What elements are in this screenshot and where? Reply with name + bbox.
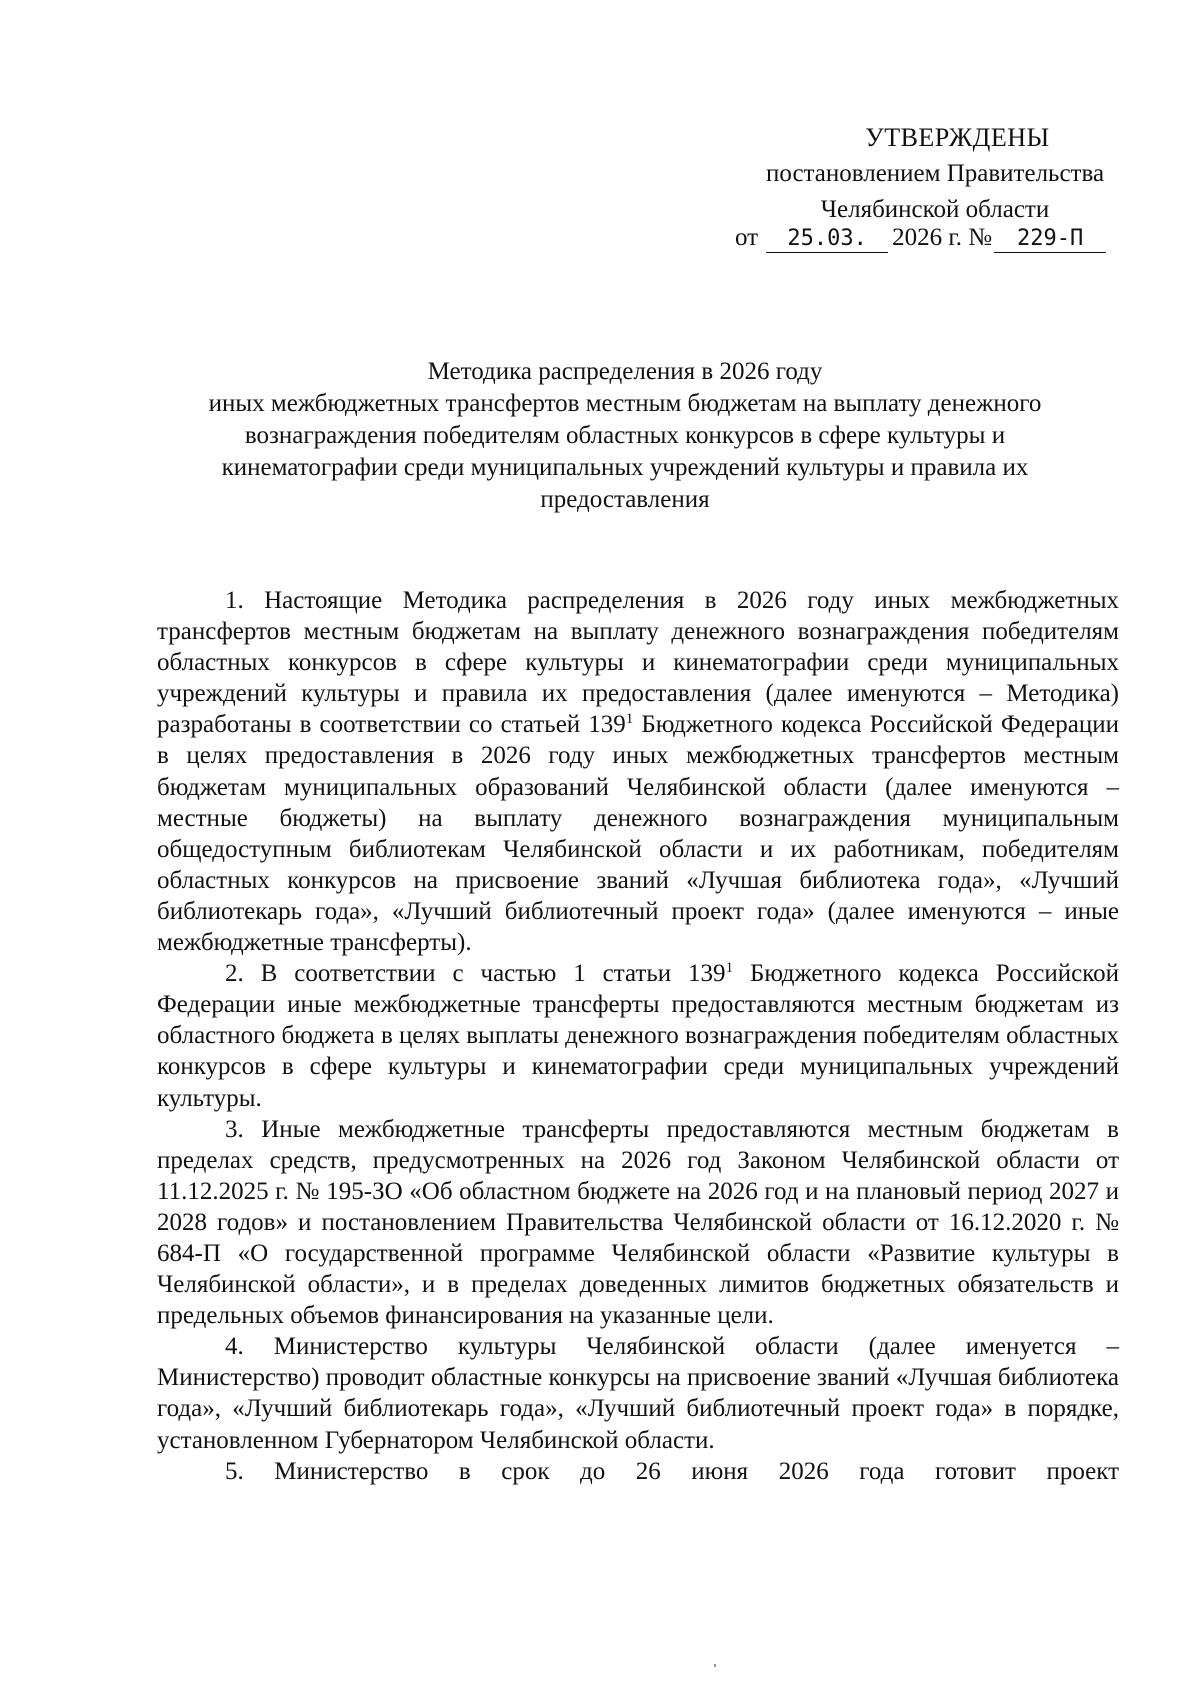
footnote-superscript: 1 xyxy=(625,711,634,728)
footnote-superscript: 1 xyxy=(725,960,734,977)
title-line: предоставления xyxy=(540,486,710,513)
scan-speck xyxy=(714,1664,716,1667)
document-body xyxy=(157,585,1119,1487)
title-line: вознаграждения победителям областных конкурсов в сфере культуры и xyxy=(244,422,1006,449)
paragraph-1: 1. Настоящие Методика распределения в 2026 году иных межбюджетных трансфертов местным бюджетам на выплату денежного вознаграждения победителям областных конкурсов в сфере культуры и кинематографии среди муниципальных учреждений культуры и правила их предоставления (далее именуются – Методика) разработаны в соответствии со статьей $139^1$ Бюджетного кодекса Российской Федерации в целях предоставления в 2026 году иных межбюджетных трансфертов местным бюджетам муниципальных образований Челябинской области (далее именуются – местные бюджеты) на выплату денежного вознаграждения муниципальным общедоступным библиотекам Челябинской области и их работникам, победителям областных конкурсов на присвоение званий «Лучшая библиотека года», «Лучший библиотекарь года», «Лучший библиотечный проект года» (далее именуются – иные межбюджетные трансферты). xyxy=(157,587,1119,957)
paragraph-5: 5. Министерство в срок до 26 июня 2026 года готовит проект xyxy=(225,1457,1119,1485)
approval-line-2: Челябинской области xyxy=(820,196,1050,223)
paragraph-4: 4. Министерство культуры Челябинской области (далее именуется – Министерство) проводит областные конкурсы на присвоение званий «Лучшая библиотека года», «Лучший библиотекарь года», «Лучший библиотечный проект года» в порядке, установленном Губернатором Челябинской области. xyxy=(157,1333,1119,1454)
approval-date-line xyxy=(735,220,1135,256)
approval-heading: УТВЕРЖДЕНЫ xyxy=(865,123,1050,152)
date-year-label: 2026 г. № xyxy=(892,224,993,251)
approval-number-value: 229-П xyxy=(994,226,1106,253)
approval-line-1: постановлением Правительства xyxy=(765,160,1105,187)
approval-block xyxy=(735,120,1135,228)
document-title xyxy=(150,356,1100,516)
title-line: иных межбюджетных трансфертов местным бюджетам на выплату денежного xyxy=(208,390,1042,417)
paragraph-2: 2. В соответствии с частью 1 статьи $139^1$ Бюджетного кодекса Российской Федерации иные межбюджетные трансферты предоставляются местным бюджетам из областного бюджета в целях выплаты денежного вознаграждения победителям областных конкурсов в сфере культуры и кинематографии среди муниципальных учреждений культуры. xyxy=(157,960,1120,1112)
date-from-label: от xyxy=(735,224,759,251)
approval-date-value: 25.03. xyxy=(766,226,888,253)
title-line: Методика распределения в 2026 году xyxy=(427,358,823,385)
paragraph-3: 3. Иные межбюджетные трансферты предоставляются местным бюджетам в пределах средств, предусмотренных на 2026 год Законом Челябинской области от 11.12.2025 г. № 195-ЗО «Об областном бюджете на 2026 год и на плановый период 2027 и 2028 годов» и постановлением Правительства Челябинской области от 16.12.2020 г. № 684-П «О государственной программе Челябинской области «Развитие культуры в Челябинской области», и в пределах доведенных лимитов бюджетных обязательств и предельных объемов финансирования на указанные цели. xyxy=(157,1115,1119,1330)
title-line: кинематографии среди муниципальных учреждений культуры и правила их xyxy=(221,454,1029,481)
